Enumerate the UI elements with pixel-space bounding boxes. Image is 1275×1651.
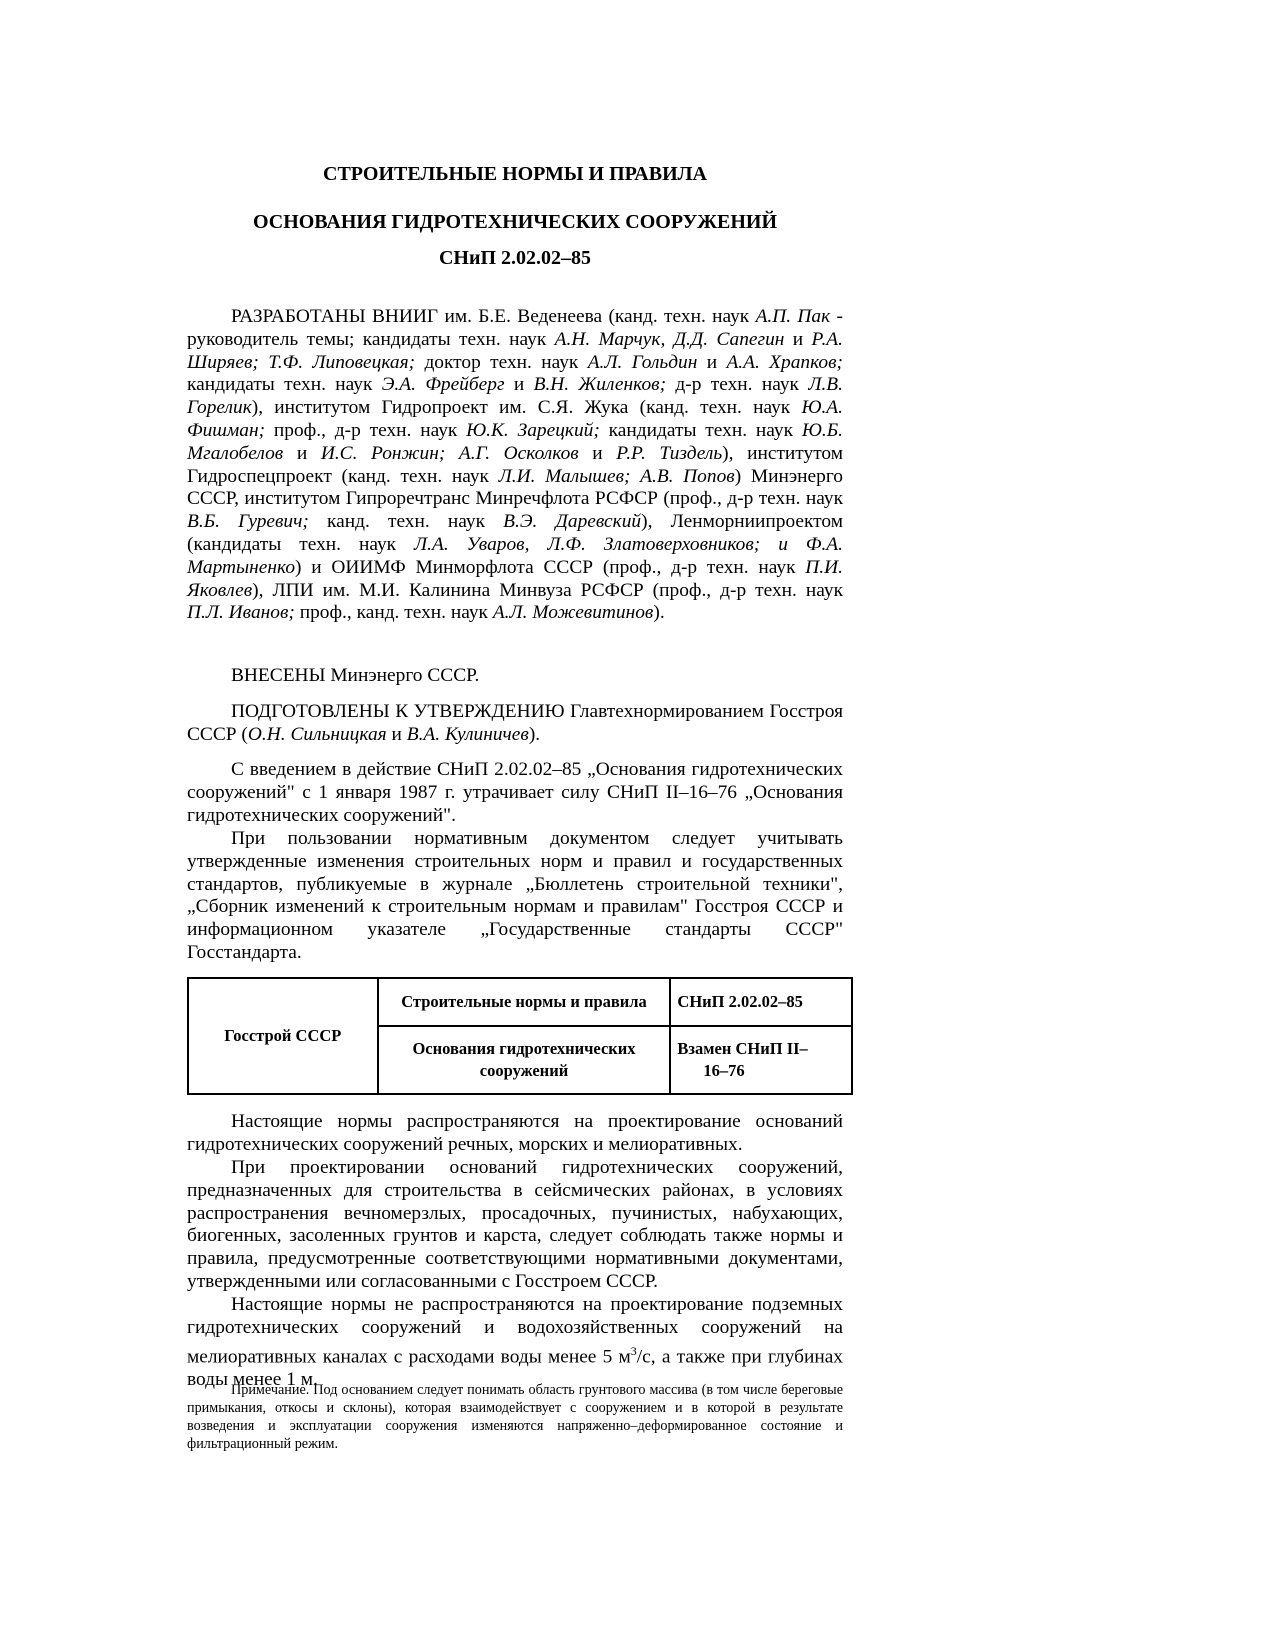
stamp-doc-type: Строительные нормы и правила [378,978,671,1026]
credit-text: ), Ленморниипроектом (кандидаты техн. наук [187,511,843,555]
exclusions-superscript: 3 [630,1343,637,1358]
author-name: А.П. Пак [755,306,831,327]
credit-text: ). [653,602,665,624]
author-name: В.А. Кулиничев [406,723,529,745]
author-name: П.И. Яковлев [187,556,843,601]
body-note: Примечание. Под основанием следует понимать область грунтового массива (в том числе береговые примыкания, откосы и склоны), которая взаимодействует с сооружением и в которой в результате возведения и эксплуатации сооружения изменяются напряженно–деформированное состояние и фильтрационный режим. [187,1382,843,1452]
credit-text: и [784,328,812,350]
author-name: В.Б. Гуревич; [187,511,309,533]
author-name: Ю.К. Зарецкий; [466,419,600,441]
document-subtitle: ОСНОВАНИЯ ГИДРОТЕХНИЧЕСКИХ СООРУЖЕНИЙ [252,211,778,233]
credit-text: ), ЛПИ им. М.И. Калинина Минвуза РСФСР (проф., д-р техн. наук [252,579,843,601]
credit-text: кандидаты техн. наук [187,374,382,396]
author-name: О.Н. Сильницкая [247,723,387,745]
title-stamp-table [187,977,853,1095]
author-name: В.Н. Жиленков; [533,374,667,396]
credit-text: и [386,723,407,745]
credit-text: ВНЕСЕНЫ Минэнерго СССР [231,665,475,686]
body-paragraph-exclusions [187,1294,843,1392]
credit-text: доктор техн. наук [415,351,588,373]
exclusions-text-b: /с, а также при глубинах воды менее 1 м. [187,1346,844,1390]
intro-paragraph-usage: При пользовании нормативным документом следует учитывать утвержденные изменения строительных норм и правил и государственных стандартов, публикуемые в журнале „Бюллетень строительной техники", „Сборник изменений к строительным нормам и правилам" Госстроя СССР и информационном указателе „Государственные стандарты СССР" Госстандарта. [187,828,843,963]
author-name: Л.А. Уваров, Л.Ф. Златоверховников; и Ф.А. Мартыненко [187,533,844,578]
credit-text: и [578,442,617,464]
author-name: П.Л. Иванов; [187,602,295,624]
credit-text: - руководитель темы; кандидаты техн. наук [187,306,843,350]
body-paragraph-scope: Настоящие нормы распространяются на проектирование оснований гидротехнических сооружений речных, морских и мелиоративных. [187,1111,843,1155]
author-name: Л.В. Горелик [187,374,843,419]
credit-text: . [474,665,480,686]
author-name: Ю.А. Фишман; [187,397,843,441]
credits-prepared [187,701,843,747]
author-name: Р.Р. Тиздель [616,442,723,464]
credit-text: ПОДГОТОВЛЕНЫ К УТВЕРЖДЕНИЮ Главтехнормированием Госстроя СССР ( [187,701,843,745]
credit-text: ) Минэнерго СССР, институтом Гипроречтранс Минречфлота РСФСР (проф., д-р техн. наук [187,465,844,510]
credit-text: ). [528,723,541,745]
credit-text: проф., канд. техн. наук [294,602,493,624]
credit-text: д-р техн. наук [666,374,809,396]
body-paragraph-special-conditions: При проектировании оснований гидротехнических сооружений, предназначенных для строительства в сейсмических районах, в условиях распространения вечномерзлых, просадочных, пучинистых, набухающих, биогенных, засоленных грунтов и карста, следует соблюдать также нормы и правила, предусмотренные соответствующими нормативными документами, утвержденными или согласованными с Госстроем СССР. [187,1157,843,1292]
author-name: Ю.Б. Мгалобелов [187,419,843,464]
credit-text: ), институтом Гидроспецпроект (канд. техн. наук [187,442,844,487]
credit-text: канд. техн. наук [308,511,504,533]
credit-text: ), институтом Гидропроект им. С.Я. Жука (канд. техн. наук [251,397,802,419]
author-name: В.Э. Даревский [503,511,642,533]
author-name: Э.А. Фрейберг [381,374,505,396]
credit-text: и [697,351,727,373]
credit-text: ) и ОИИМФ Минморфлота СССР (проф., д-р техн. наук [295,556,806,578]
credit-text: и [504,374,534,396]
author-name: А.Л. Можевитинов [492,602,654,624]
stamp-doc-name [378,1026,671,1094]
stamp-doc-name-line2: сооружений [479,1061,569,1080]
stamp-doc-name-line1: Основания гидротехнических [412,1039,636,1058]
author-name: А.Н. Марчук, Д.Д. Сапегин [554,328,785,350]
exclusions-text-a: Настоящие нормы не распространяются на проектирование подземных гидротехнических сооружений и водохозяйственных сооружений на мелиоративных каналах с расходами воды менее 5 м [187,1294,843,1368]
credit-text: и [283,442,321,464]
credit-text: РАЗРАБОТАНЫ ВНИИГ им. Б.Е. Веденеева (канд. техн. наук [231,306,756,327]
author-name: А.Л. Гольдин [587,351,698,373]
author-name: Р.А. Ширяев; Т.Ф. Липовецкая; [187,328,843,373]
stamp-replaces-line2: 16–76 [703,1061,745,1080]
author-name: И.С. Ронжин; А.Г. Осколков [320,442,579,464]
document-title: СТРОИТЕЛЬНЫЕ НОРМЫ И ПРАВИЛА [323,163,707,185]
credit-text: проф., д-р техн. наук [265,419,467,441]
stamp-org: Госстрой СССР [188,978,378,1094]
stamp-replaces-line1: Взамен СНиП II– [677,1039,808,1058]
stamp-replaces [670,1026,852,1094]
intro-paragraph-replacement: С введением в действие СНиП 2.02.02–85 „Основания гидротехнических сооружений" с 1 января 1987 г. утрачивает силу СНиП II–16–76 „Основания гидротехнических сооружений". [187,759,843,826]
stamp-code: СНиП 2.02.02–85 [670,978,852,1026]
credits-developed [187,306,843,625]
document-code: СНиП 2.02.02–85 [438,247,592,269]
credit-text: кандидаты техн. наук [599,419,802,441]
stamp-replaces-text [677,1038,845,1082]
author-name: Л.И. Малышев; А.В. Попов [498,465,735,487]
author-name: А.А. Храпков; [726,351,843,373]
credits-submitted [187,665,843,688]
